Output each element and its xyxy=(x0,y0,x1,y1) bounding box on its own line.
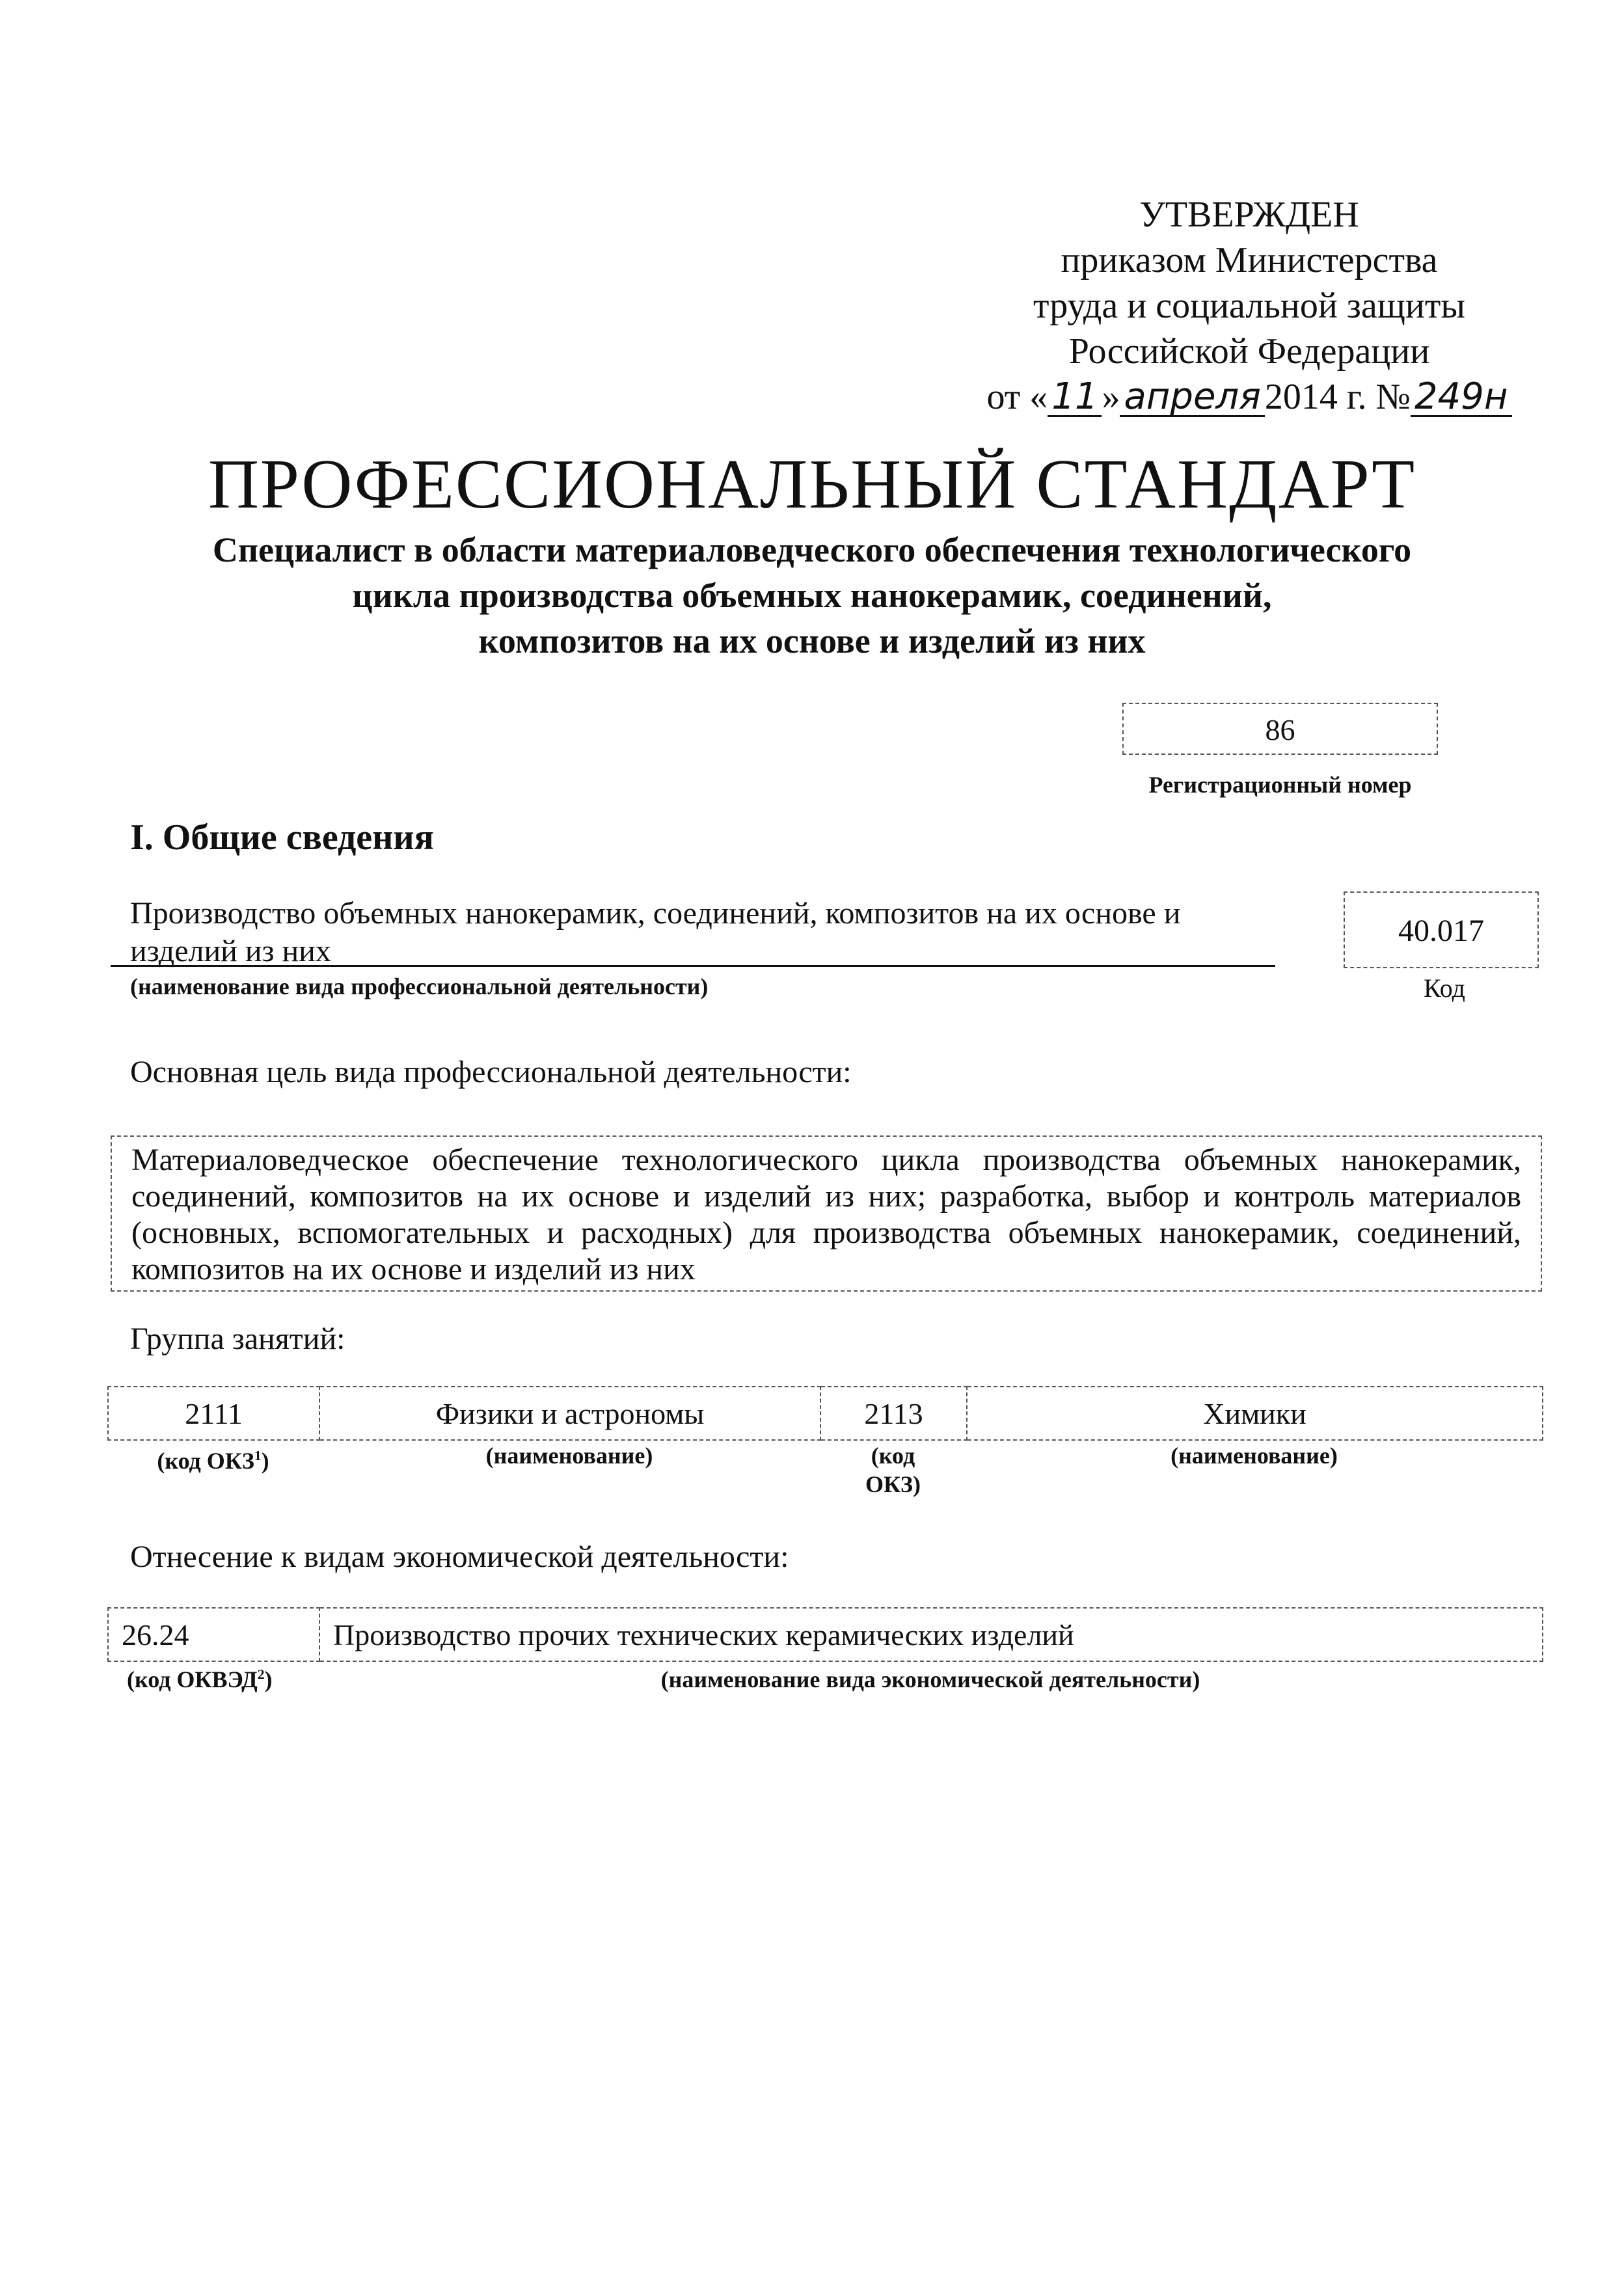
economic-activity-table xyxy=(107,1607,1543,1662)
caption-text: ) xyxy=(264,1666,273,1692)
order-day: 11 xyxy=(1048,379,1102,417)
caption-text: ) xyxy=(261,1448,269,1474)
activity-name: Производство объемных нанокерамик, соединений, композитов на их основе и изделий из них xyxy=(130,896,1181,968)
caption-text: ОКЗ) xyxy=(865,1471,921,1497)
group-name-caption: (наименование) xyxy=(485,1443,653,1469)
okved-code-caption xyxy=(127,1666,273,1693)
order-mid: » xyxy=(1102,377,1120,417)
approval-block xyxy=(956,192,1542,420)
group-name-cell: Химики xyxy=(967,1387,1543,1440)
standard-subtitle xyxy=(98,527,1526,664)
registration-number-box: 86 xyxy=(1122,703,1438,755)
okved-name-caption: (наименование вида экономической деятельности) xyxy=(660,1666,1200,1692)
caption-text: (код ОКЗ xyxy=(157,1448,254,1474)
order-number: 249н xyxy=(1411,379,1512,417)
occupation-group-label: Группа занятий: xyxy=(130,1322,345,1356)
activity-code-caption: Код xyxy=(1424,973,1465,1003)
subtitle-line-1: Специалист в области материаловедческого обеспечения технологического xyxy=(212,530,1412,569)
goal-label: Основная цель вида профессиональной деятельности: xyxy=(130,1055,852,1089)
footnote-1-marker: 1 xyxy=(254,1448,262,1463)
caption-text: (код xyxy=(871,1443,915,1469)
approval-heading: УТВЕРЖДЕН xyxy=(1139,195,1359,235)
okved-name-cell: Производство прочих технических керамических изделий xyxy=(319,1608,1543,1661)
occupation-group-table xyxy=(107,1386,1543,1441)
activity-underline xyxy=(111,965,1275,967)
group-code-caption-2 xyxy=(820,1441,966,1499)
table-row xyxy=(108,1608,1543,1661)
registration-number-label: Регистрационный номер xyxy=(1148,772,1412,798)
approval-line-1: приказом Министерства xyxy=(1061,240,1438,280)
activity-code-box: 40.017 xyxy=(1344,891,1539,968)
order-year: 2014 г. № xyxy=(1264,377,1411,417)
activity-caption: (наименование вида профессиональной деятельности) xyxy=(130,973,709,999)
document-title: ПРОФЕССИОНАЛЬНЫЙ СТАНДАРТ xyxy=(208,446,1416,523)
order-date-line xyxy=(956,374,1542,420)
footnote-2-marker: 2 xyxy=(257,1666,265,1682)
okved-code-cell: 26.24 xyxy=(108,1608,319,1661)
group-code-cell: 2113 xyxy=(820,1387,967,1440)
table-row xyxy=(108,1387,1543,1440)
section-heading: I. Общие сведения xyxy=(130,817,434,858)
order-prefix: от « xyxy=(986,377,1048,417)
order-month: апреля xyxy=(1120,379,1264,417)
approval-line-2: труда и социальной защиты xyxy=(1033,286,1465,326)
subtitle-line-3: композитов на их основе и изделий из них xyxy=(478,621,1146,660)
group-name-cell: Физики и астрономы xyxy=(319,1387,820,1440)
approval-line-3: Российской Федерации xyxy=(1068,331,1430,372)
group-name-caption-2: (наименование) xyxy=(1171,1443,1338,1469)
group-code-caption xyxy=(107,1441,319,1475)
caption-text: (код ОКВЭД xyxy=(127,1666,258,1692)
goal-text-box: Материаловедческое обеспечение технологического цикла производства объемных нанокерамик, соединений, композитов на их основе и изделий из них; разработка, выбор и контроль материалов (основных, вспомогательных и расходных) для производства объемных нанокерамик, соединений, композитов на их основе и изделий из них xyxy=(111,1135,1542,1292)
group-code-cell: 2111 xyxy=(108,1387,319,1440)
subtitle-line-2: цикла производства объемных нанокерамик, соединений, xyxy=(352,576,1272,615)
economic-activity-label: Отнесение к видам экономической деятельности: xyxy=(130,1540,789,1574)
